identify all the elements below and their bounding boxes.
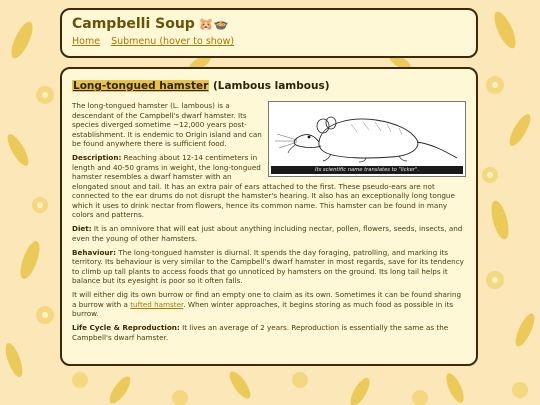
- burrow-paragraph: [72, 290, 466, 319]
- tufted-hamster-link[interactable]: tufted hamster: [130, 299, 184, 309]
- article-figure: [268, 101, 466, 177]
- page-title-highlight: Long-tongued hamster: [73, 80, 209, 92]
- diet-label: Diet:: [72, 224, 92, 233]
- page-title-scientific: (Lambous lambous): [212, 80, 330, 92]
- description-label: Description:: [72, 153, 122, 162]
- site-title: [72, 15, 466, 33]
- figure-caption: Its scientific name translates to "licker".: [271, 166, 463, 174]
- soup-bowl-icon: 🍲: [213, 17, 229, 31]
- hamster-sketch-illustration: [271, 104, 463, 164]
- diet-text: It is an omnivore that will eat just about anything including nectar, pollen, flowers, seeds, insects, and even the young of other hamsters.: [72, 224, 463, 243]
- description-text: Reaching about 12-14 centimeters in length and 40-50 grams in weight, the long-tongued hamster resembles a dwarf hamster with an elongated snout and tail. It has an extra pair of ears attached to the first. These pseudo-ears are not connected to the ear drums do not disrupt the hamster's hearing. It also has an exceptionally long tongue which it uses to drink nectar from flowers, hence its common name. This hamster can be found in many colors and patterns.: [72, 153, 455, 219]
- article-panel: [60, 67, 478, 366]
- lifecycle-text: It lives an average of 2 years. Reproduction is essentially the same as the Campbell's dwarf hamster.: [72, 323, 449, 342]
- burrow-text-before: It will either dig its own burrow or find an empty one to claim as its own. Sometimes it can be found sharing a burrow with a: [72, 290, 462, 309]
- hamster-face-icon: 🐹: [198, 17, 214, 31]
- burrow-text-after: . When winter approaches, it begins storing as much food as possible in its burrow.: [72, 299, 454, 318]
- nav-bar: [72, 36, 466, 48]
- nav-home-link[interactable]: Home: [72, 36, 101, 47]
- behaviour-paragraph: [72, 248, 466, 286]
- diet-paragraph: [72, 224, 466, 243]
- title-icons: [199, 15, 229, 33]
- site-title-text: Campbelli Soup: [72, 16, 195, 32]
- nav-submenu-link[interactable]: Submenu (hover to show): [111, 36, 235, 47]
- behaviour-text: The long-tongued hamster is diurnal. It spends the day foraging, patrolling, and marking its territory. Its behaviour is very similar to the Campbell's dwarf hamster in most regards, save for its tendency to climb up tall plants to access foods that go unnoticed by hamsters on the ground. Its long tail helps it balance but its eyesight is poor so it often falls.: [72, 247, 464, 285]
- lifecycle-label: Life Cycle & Reproduction:: [72, 323, 180, 332]
- page-title: [72, 79, 466, 93]
- behaviour-label: Behaviour:: [72, 247, 116, 257]
- lifecycle-paragraph: [72, 323, 466, 342]
- intro-paragraph: The long-tongued hamster (L. lambous) is a descendant of the Campbell's dwarf hamster. Its species diverged sometime ~12,000 years post-establishment. It is endemic to Origin island and can be found anywhere there is sufficient food.: [72, 101, 262, 148]
- site-header: [60, 8, 478, 58]
